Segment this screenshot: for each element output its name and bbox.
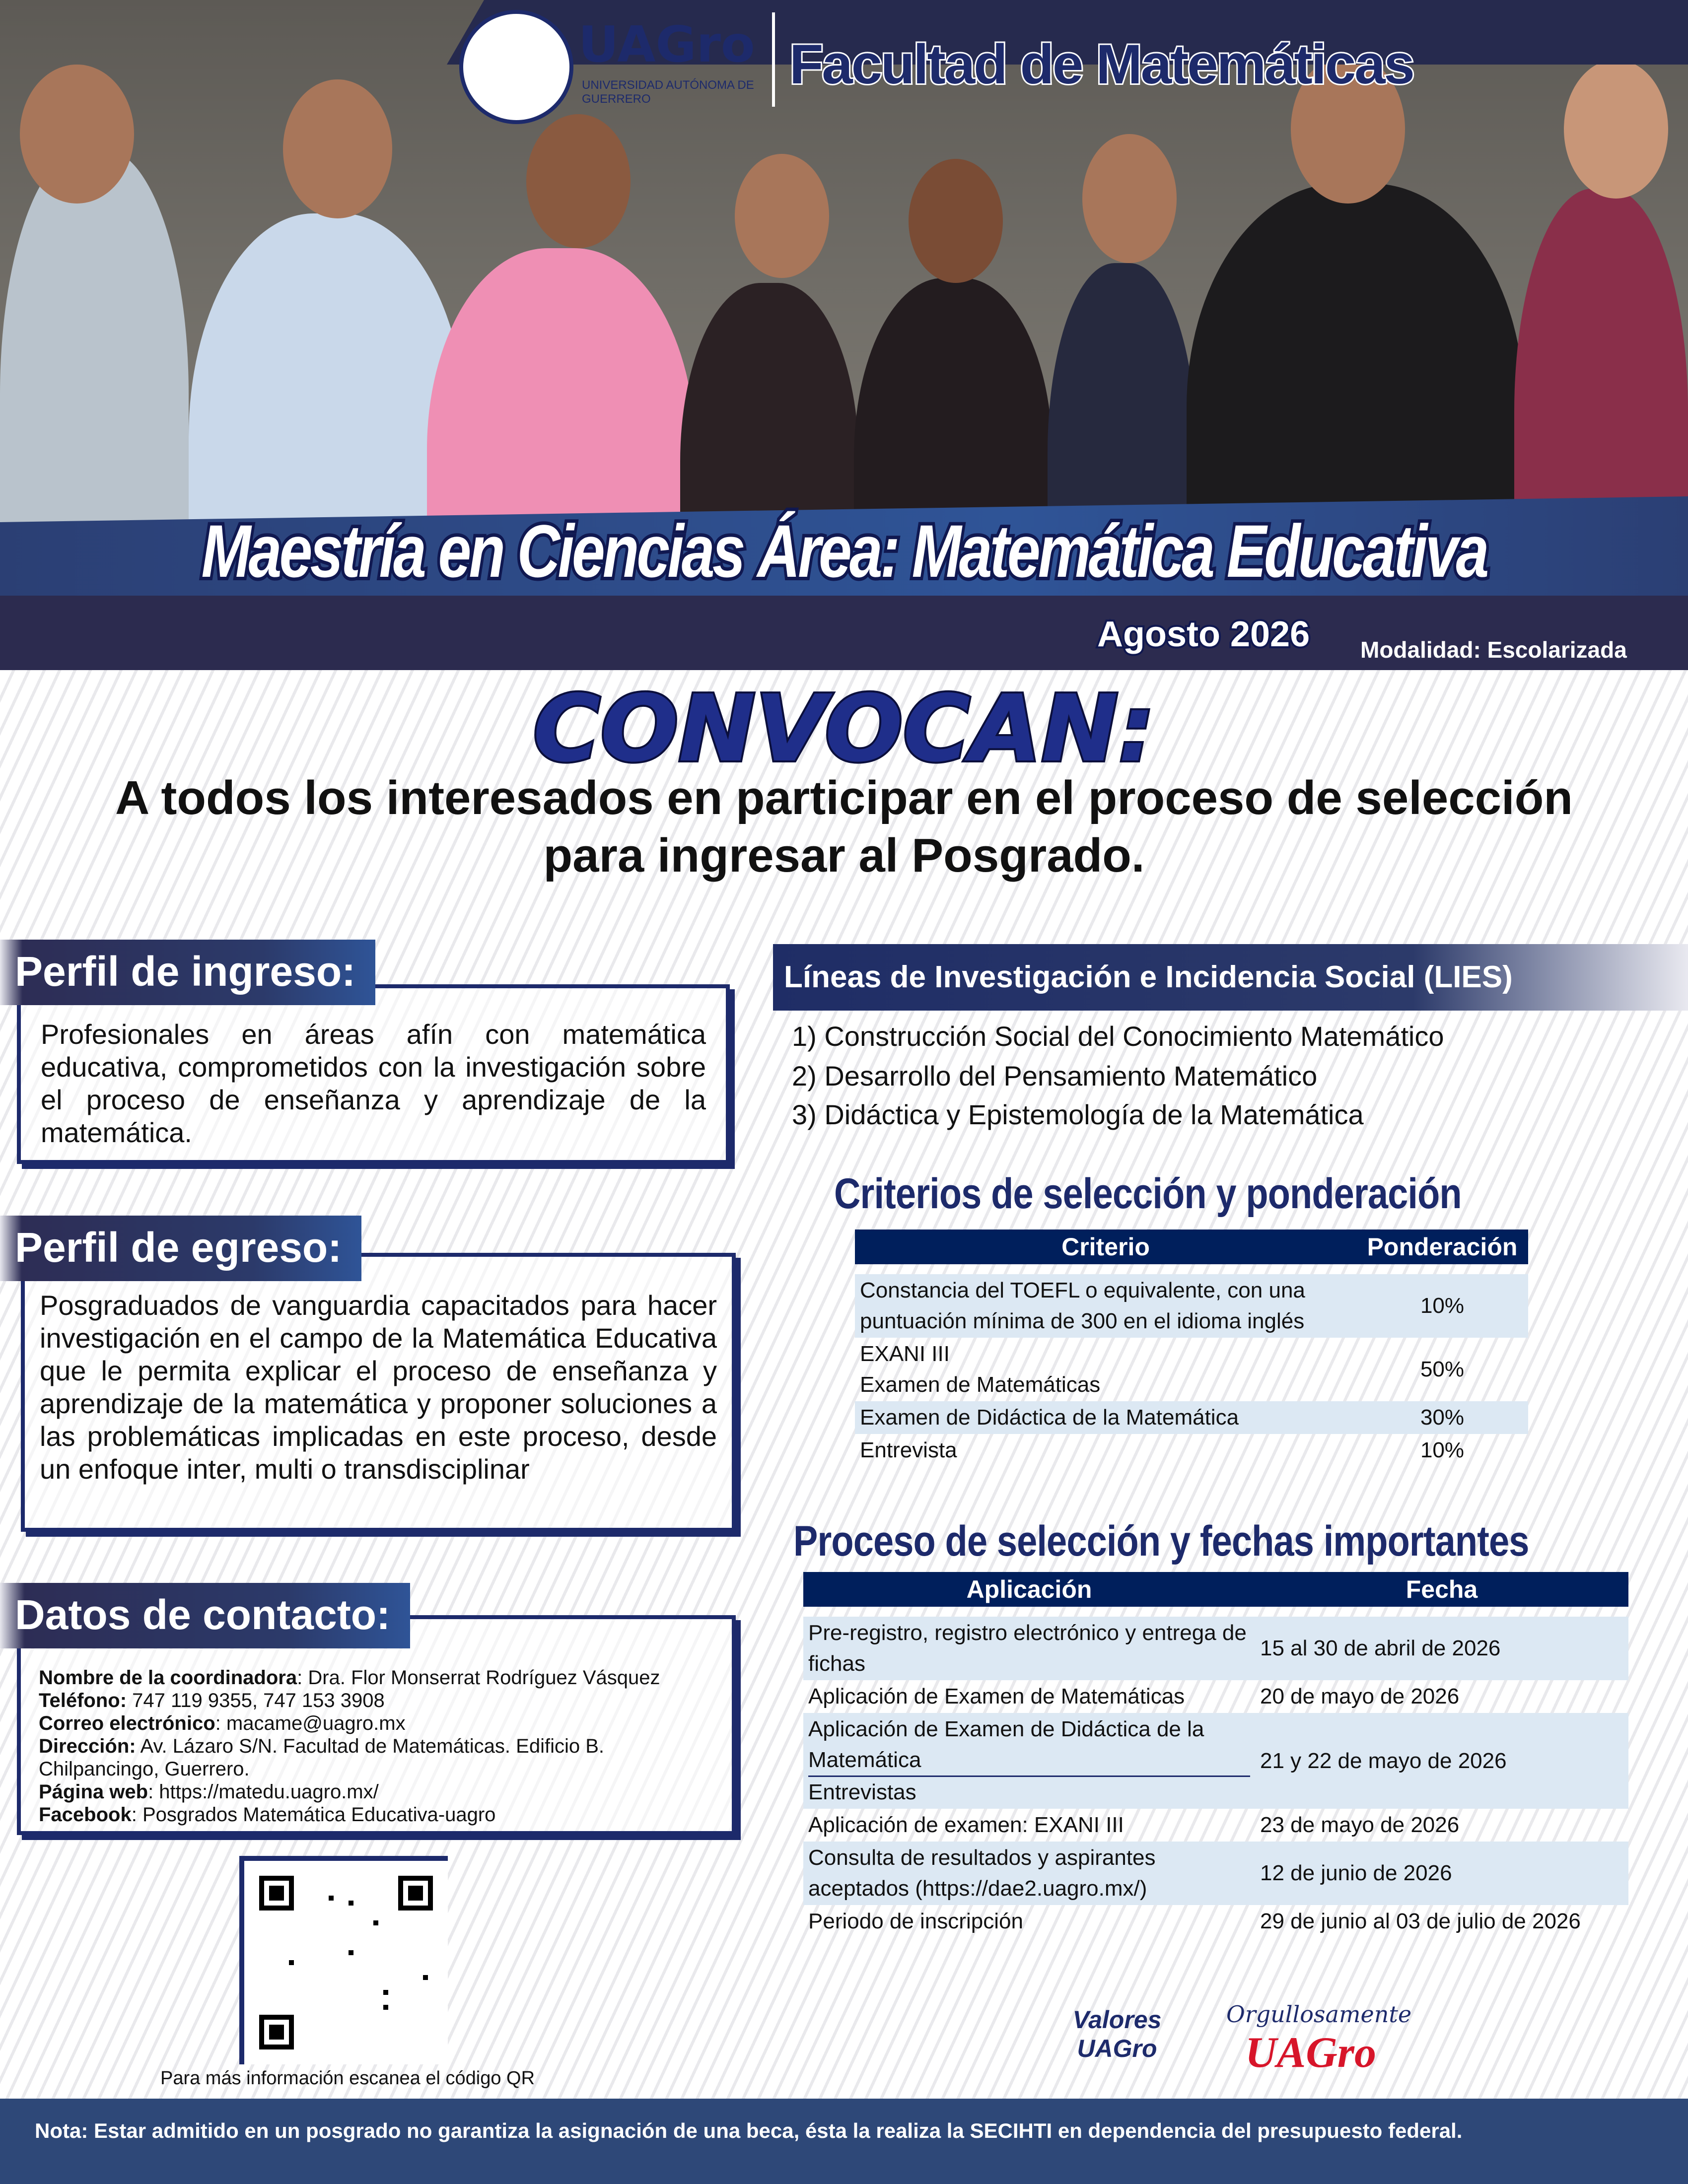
criteria-table — [855, 1229, 1528, 1467]
perfil-ingreso-text: Profesionales en áreas afín con matemática educativa, comprometidos con la investigación sobre el proceso de enseñanza y aprendizaje de la matemática. — [41, 1019, 706, 1148]
website-link[interactable]: : https://matedu.uagro.mx/ — [148, 1781, 379, 1803]
program-modality: Modalidad: Escolarizada — [1360, 637, 1627, 663]
table-row: Periodo de inscripción 29 de junio al 03 de julio de 2026 — [808, 1909, 1581, 1933]
contact-address: Dirección: Av. Lázaro S/N. Facultad de Matemáticas. Edificio B. Chilpancingo, Guerrero. — [39, 1735, 605, 1780]
faculty-name: Facultad de Matemáticas — [789, 33, 1413, 95]
qr-module — [349, 1901, 353, 1906]
contact-heading: Datos de contacto: — [0, 1583, 410, 1648]
qr-caption: Para más información escanea el código QR — [160, 2068, 535, 2089]
call-subtitle: A todos los interesados en participar en el proceso de selección para ingresar al Posgrado. — [115, 771, 1573, 882]
qr-module — [423, 1975, 428, 1980]
footer-note: Nota: Estar admitido en un posgrado no garantiza la asignación de una beca, ésta la realiza la SECIHTI en dependencia del presupuesto federal. — [0, 2099, 1688, 2184]
perfil-egreso-box — [21, 1253, 736, 1532]
lies-item: 2) Desarrollo del Pensamiento Matemático — [792, 1060, 1318, 1092]
contact-phone: Teléfono: 747 119 9355, 747 153 3908 — [39, 1690, 385, 1711]
university-seal-logo — [459, 10, 573, 124]
contact-website: Página web: https://matedu.uagro.mx/ — [39, 1781, 379, 1803]
criteria-col-ponderacion: Ponderación — [1356, 1229, 1528, 1264]
table-row: Aplicación de Examen de Didáctica de la Matemática Entrevistas 21 y 22 de mayo de 2026 — [803, 1713, 1628, 1809]
header-divider — [772, 12, 775, 107]
process-table — [803, 1572, 1628, 1938]
lies-heading: Líneas de Investigación e Incidencia Social (LIES) — [773, 944, 1688, 1011]
qr-module — [383, 1990, 388, 1995]
email-link[interactable]: : macame@uagro.mx — [215, 1712, 406, 1734]
orgullo-uagro-logo: Orgullosamente UAGro — [1226, 2001, 1412, 2077]
qr-module — [289, 1960, 294, 1965]
program-title: Maestría en Ciencias Área: Matemática Educativa — [201, 509, 1487, 593]
valores-logo: Valores UAGro — [1072, 2006, 1162, 2062]
lies-item: 3) Didáctica y Epistemología de la Matemática — [792, 1099, 1364, 1130]
process-header-row — [803, 1572, 1628, 1607]
qr-module — [373, 1920, 378, 1925]
table-row: Examen de Didáctica de la Matemática 30% — [855, 1401, 1528, 1434]
contact-coordinator: Nombre de la coordinadora: Dra. Flor Monserrat Rodríguez Vásquez — [39, 1667, 660, 1689]
table-row: Aplicación de Examen de Matemáticas 20 de mayo de 2026 — [808, 1684, 1460, 1708]
perfil-ingreso-heading: Perfil de ingreso: — [0, 940, 375, 1005]
program-date: Agosto 2026 — [1097, 614, 1310, 654]
table-row: Entrevista 10% — [860, 1438, 1465, 1462]
criteria-title: Criterios de selección y ponderación — [834, 1170, 1462, 1218]
process-col-fecha: Fecha — [1255, 1572, 1628, 1607]
call-heading: CONVOCAN: — [533, 675, 1155, 782]
table-row: Aplicación de examen: EXANI III 23 de mayo de 2026 — [808, 1813, 1460, 1837]
table-row: Constancia del TOEFL o equivalente, con una puntuación mínima de 300 en el idioma inglés 10% — [855, 1274, 1528, 1338]
qr-module — [329, 1896, 334, 1901]
table-row: Consulta de resultados y aspirantes aceptados (https://dae2.uagro.mx/) 12 de junio de 2026 — [803, 1842, 1628, 1905]
criteria-col-criterio: Criterio — [855, 1229, 1356, 1264]
uagro-logo-text: UAGro — [578, 15, 755, 73]
lies-item: 1) Construcción Social del Conocimiento Matemático — [792, 1021, 1444, 1052]
perfil-ingreso-box — [17, 984, 730, 1164]
qr-code-pattern — [259, 1876, 433, 2049]
contact-facebook: Facebook: Posgrados Matemática Educativa-uagro — [39, 1804, 496, 1826]
qr-code[interactable] — [239, 1856, 448, 2064]
process-title: Proceso de selección y fechas importantes — [793, 1517, 1529, 1565]
process-col-aplicacion: Aplicación — [803, 1572, 1255, 1607]
table-row: EXANI III Examen de Matemáticas 50% — [860, 1342, 1465, 1397]
perfil-egreso-heading: Perfil de egreso: — [0, 1216, 361, 1281]
qr-module — [349, 1950, 353, 1955]
qr-module — [383, 2005, 388, 2010]
contact-email: Correo electrónico: macame@uagro.mx — [39, 1712, 406, 1734]
perfil-egreso-text: Posgraduados de vanguardia capacitados para hacer investigación en el campo de la Matemática Educativa que le permita explicar el proceso de enseñanza y aprendizaje de la matemática y proponer soluciones a las problemáticas implicadas en este proceso, desde un enfoque inter, multi o transdisciplinar — [40, 1290, 717, 1485]
table-row: Pre-registro, registro electrónico y entrega de fichas 15 al 30 de abril de 2026 — [803, 1617, 1628, 1680]
criteria-header-row — [855, 1229, 1528, 1264]
uagro-logo-subtitle: UNIVERSIDAD AUTÓNOMA DE GUERRERO — [582, 78, 754, 106]
